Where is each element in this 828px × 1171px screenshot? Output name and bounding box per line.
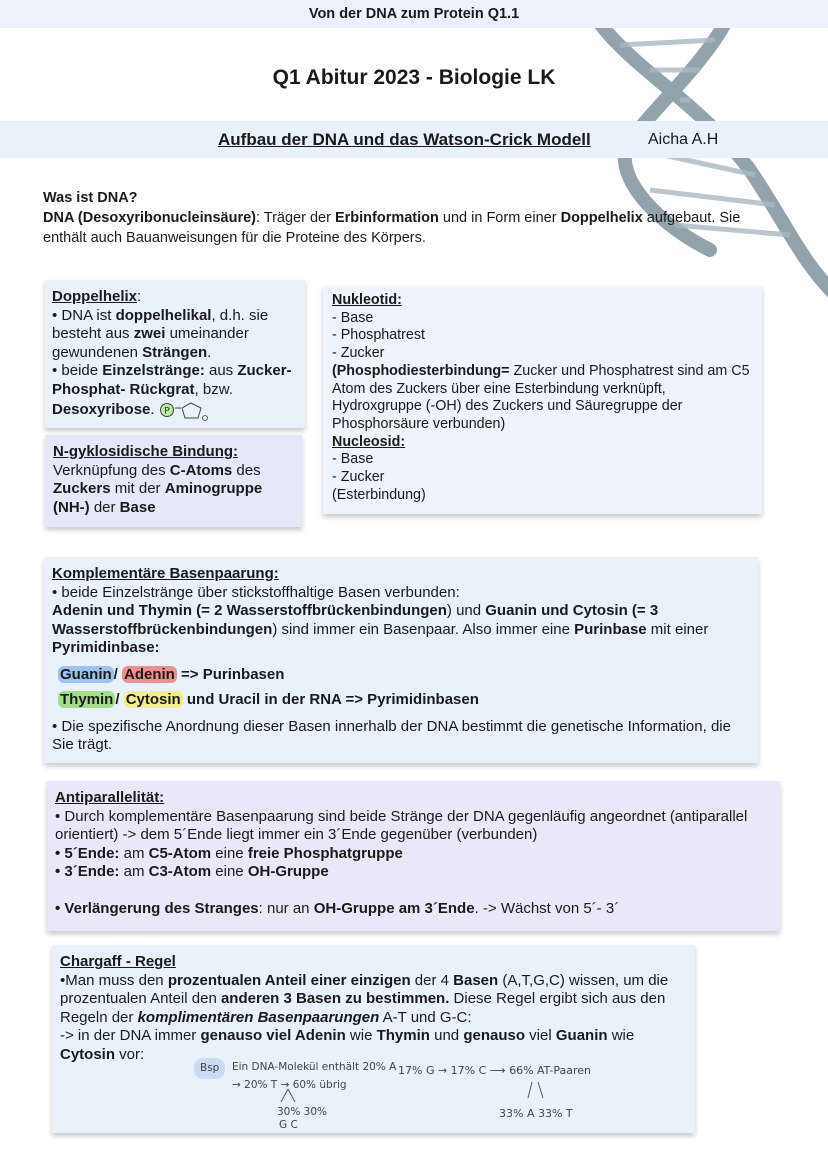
antiparallel-line-2: • 5´Ende: am C5-Atom eine freie Phosphatgruppe — [55, 844, 403, 862]
top-title: Von der DNA zum Protein Q1.1 — [308, 6, 520, 22]
doppelhelix-title: Doppelhelix — [52, 288, 138, 305]
intro-question: Was ist DNA? — [43, 190, 138, 206]
doppelhelix-box: Doppelhelix: • DNA ist doppelhelikal, d.h. sie besteht aus zwei umeinander gewundenen Strängen. • beide Einzelstränge: aus Zucker-Phosphat- Rückgrat, bzw. Desoxyribose. P — [45, 280, 305, 428]
handwritten-note: G C — [279, 1119, 298, 1131]
nukleotid-box — [323, 286, 762, 514]
example-badge: Bsp — [194, 1058, 225, 1079]
antiparallel-line-3: • 3´Ende: am C3-Atom eine OH-Gruppe — [55, 863, 329, 880]
svg-text:P: P — [164, 406, 170, 417]
intro-section — [43, 188, 783, 248]
chargaff-text: •Man muss den prozentualen Anteil einer einzigen der 4 Basen (A,T,G,C) wissen, um die prozentualen Anteil den anderen 3 Basen zu bestimmen. Diese Regel ergibt sich aus den Regeln der komplimentären Basenpaarungen A-T und G-C: — [60, 971, 669, 1026]
nucleosid-item: - Base — [332, 451, 374, 468]
handwritten-note: → 20% T → 60% übrig — [232, 1079, 347, 1091]
nucleosid-title: Nucleosid: — [332, 433, 406, 450]
handwritten-note: Ein DNA-Molekül enthält 20% A — [232, 1061, 397, 1073]
chargaff-title: Chargaff - Regel — [60, 953, 176, 970]
basenpaarung-line-2: Adenin und Thymin (= 2 Wasserstoffbrückenbindungen) und Guanin und Cytosin (= 3 Wasserstoffbrückenbindungen) sind immer ein Basenpaar. Also immer eine Purinbase mit einer Pyrimidinbase: — [52, 602, 709, 656]
antiparallel-line-4: • Verlängerung des Stranges: nur an OH-Gruppe am 3´Ende. -> Wächst von 5´- 3´ — [55, 899, 620, 917]
antiparallel-title: Antiparallelität: — [55, 789, 165, 806]
top-banner — [0, 0, 828, 28]
nukleotid-item: - Phosphatrest — [332, 327, 425, 344]
handwritten-note: 30% 30% — [277, 1106, 328, 1118]
arrow-split-icon — [276, 1088, 300, 1104]
glyko-title: N-gyklosidische Bindung: — [53, 443, 239, 460]
nucleosid-item: - Zucker — [332, 469, 385, 486]
handwritten-note: 17% G → 17% C ⟶ 66% AT-Paaren — [398, 1064, 592, 1077]
basenpaarung-title: Komplementäre Basenpaarung: — [52, 565, 279, 582]
glyko-text: Verknüpfung des C-Atoms des Zuckers mit der Aminogruppe (NH-) der Base — [53, 461, 263, 516]
nukleotid-item: - Base — [332, 309, 374, 326]
antiparallel-box — [47, 781, 780, 931]
chargaff-box — [52, 945, 695, 1133]
sugar-sketch-icon — [159, 399, 219, 421]
doppelhelix-line-2: • beide Einzelstränge: aus Zucker-Phosphat- Rückgrat, bzw. Desoxyribose. P — [52, 362, 297, 421]
intro-definition: DNA (Desoxyribonucleinsäure): Träger der Erbinformation und in Form einer Doppelhelix aufgebaut. Sie enthält auch Bauanweisungen für die Proteine des Körpers. — [43, 210, 741, 246]
glykosidische-bindung-box — [45, 435, 302, 527]
antiparallel-line-1: • Durch komplementäre Basenpaarung sind beide Stränge der DNA gegenläufig angeordnet (antiparallel orientiert) -> dem 5´Ende liegt immer ein 3´Ende gegenüber (verbunden) — [55, 807, 748, 843]
handwritten-note: 33% A 33% T — [499, 1107, 573, 1120]
nukleotid-title: Nukleotid: — [332, 292, 402, 308]
nukleotid-item: - Zucker — [332, 345, 385, 362]
purin-line: Guanin / Adenin => Purinbasen — [60, 665, 285, 683]
doppelhelix-line-1: • DNA ist doppelhelikal, d.h. sie besteht aus zwei umeinander gewundenen Strängen. — [52, 306, 269, 361]
author-name: Aicha A.H — [648, 131, 719, 148]
phosphodiester-text: (Phosphodiesterbindung= Zucker und Phosphatrest sind am C5 Atom des Zuckers über eine Esterbindung verknüpft, Hydroxgruppe (-OH) des Zuckers und Säuregruppe der Phosphorsäure verbunden) — [332, 362, 750, 432]
section-subtitle: Aufbau der DNA und das Watson-Crick Modell — [218, 130, 591, 149]
chargaff-rule: -> in der DNA immer genauso viel Adenin wie Thymin und genauso viel Guanin wie Cytosin vor: — [60, 1027, 635, 1063]
nucleosid-item: (Esterbindung) — [332, 486, 426, 503]
basenpaarung-box — [44, 557, 758, 763]
arrow-split-icon — [524, 1080, 548, 1102]
pyrimidin-line: Thymin / Cytosin und Uracil in der RNA => Pyrimidinbasen — [60, 691, 479, 708]
page-title: Q1 Abitur 2023 - Biologie LK — [272, 66, 556, 89]
basenpaarung-line-1: • beide Einzelstränge über stickstoffhaltige Basen verbunden: — [52, 583, 460, 601]
basenpaarung-last-line: • Die spezifische Anordnung dieser Basen innerhalb der DNA bestimmt die genetische Information, die Sie trägt. — [52, 717, 731, 753]
